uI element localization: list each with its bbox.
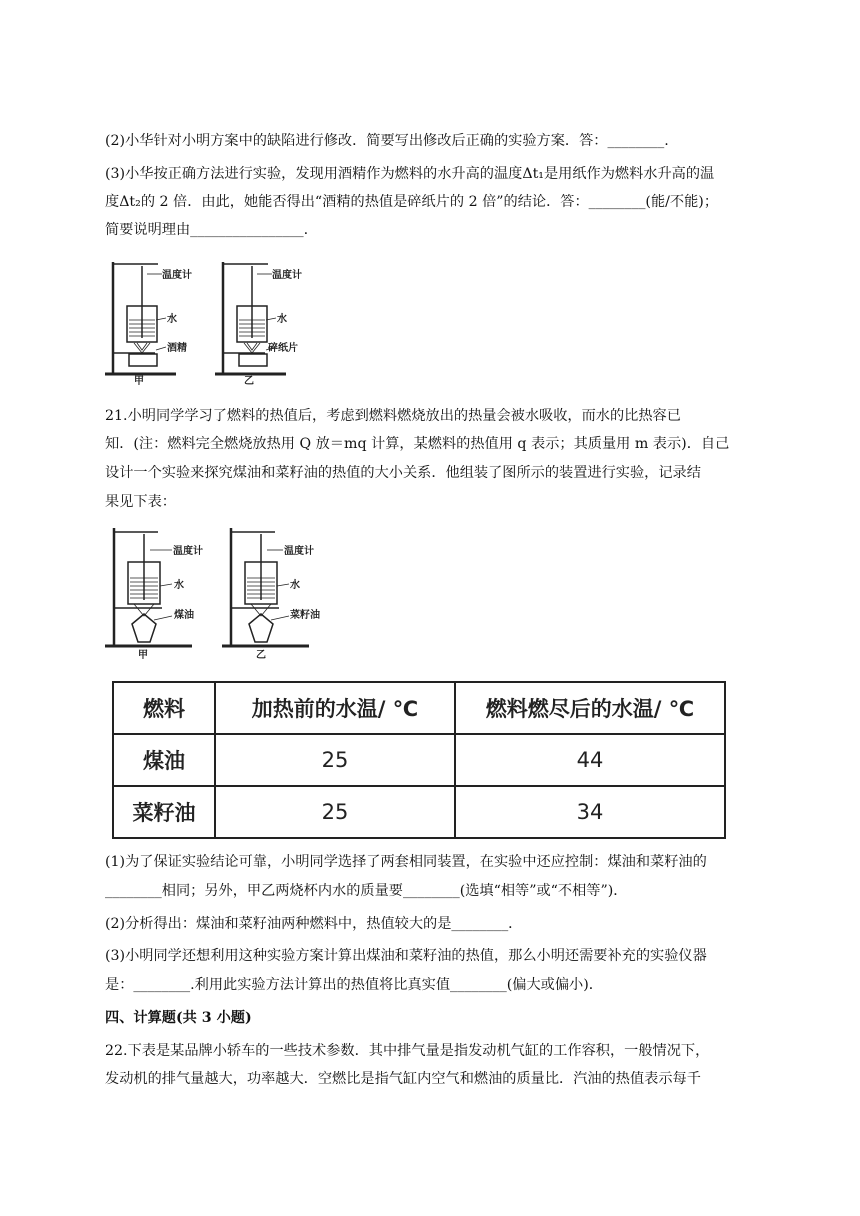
table-cell: 菜籽油: [113, 786, 215, 838]
figure-caption: 甲: [134, 376, 144, 387]
section-heading: 四、计算题(共 3 小题): [105, 1010, 252, 1026]
fuel-label: 煤油: [174, 610, 194, 621]
figure-alcohol-paper: [100, 250, 302, 387]
water-label: 水: [174, 580, 184, 591]
figure-kerosene-rapeseed: [100, 520, 330, 660]
fuel-label: 菜籽油: [290, 610, 320, 621]
fuel-label: 酒精: [167, 343, 187, 354]
q21-line4: 果见下表：: [105, 494, 176, 510]
q21-part1-line1: (1)为了保证实验结论可靠，小明同学选择了两套相同装置，在实验中还应控制：煤油和菜籽油的: [105, 854, 707, 870]
q21-part3-line2: 是：________.利用此实验方法计算出的热值将比真实值________(偏大或偏小)．: [105, 977, 603, 993]
fuel-temperature-table: [112, 681, 726, 839]
thermometer-label: 温度计: [173, 546, 203, 557]
q21-line1: 21.小明同学学习了燃料的热值后，考虑到燃料燃烧放出的热量会被水吸收，而水的比热容已: [105, 408, 681, 424]
q21-part1-line2: ________相同；另外，甲乙两烧杯内水的质量要________(选填“相等”或“不相等”)．: [105, 883, 628, 899]
fuel-label: 碎纸片: [268, 343, 298, 354]
q21-part2: (2)分析得出：煤油和菜籽油两种燃料中，热值较大的是________．: [105, 916, 523, 932]
thermometer-label: 温度计: [272, 270, 302, 281]
table-cell: 25: [215, 734, 455, 786]
table-row: [113, 734, 725, 786]
q21-line2: 知．(注：燃料完全燃烧放热用 Q 放＝mq 计算，某燃料的热值用 q 表示；其质量用 m 表示)．自己: [105, 436, 730, 452]
q20-part3-line3: 简要说明理由________________.: [105, 222, 309, 238]
table-cell: 煤油: [113, 734, 215, 786]
table-cell: 44: [455, 734, 725, 786]
table-header-cell: 加热前的水温/ ℃: [215, 682, 455, 734]
thermometer-label: 温度计: [284, 546, 314, 557]
figure-caption: 乙: [256, 650, 266, 661]
q20-part2: (2)小华针对小明方案中的缺陷进行修改．简要写出修改后正确的实验方案．答：________.: [105, 133, 669, 149]
table-cell: 25: [215, 786, 455, 838]
q20-part3-line2: 度Δt₂的 2 倍．由此，她能否得出“酒精的热值是碎纸片的 2 倍”的结论．答：________(能/不能)；: [105, 194, 719, 210]
q20-part3-line1: (3)小华按正确方法进行实验，发现用酒精作为燃料的水升高的温度Δt₁是用纸作为燃料水升高的温: [105, 166, 715, 182]
q21-line3: 设计一个实验来探究煤油和菜籽油的热值的大小关系．他组装了图所示的装置进行实验，记录结: [105, 465, 701, 481]
table-header-cell: 燃料: [113, 682, 215, 734]
table-row: [113, 786, 725, 838]
table-cell: 34: [455, 786, 725, 838]
thermometer-label: 温度计: [162, 270, 192, 281]
q22-line1: 22.下表是某品牌小轿车的一些技术参数．其中排气量是指发动机气缸的工作容积，一般情况下，: [105, 1043, 710, 1059]
table-header-cell: 燃料燃尽后的水温/ ℃: [455, 682, 725, 734]
q21-part3-line1: (3)小明同学还想利用这种实验方案计算出煤油和菜籽油的热值，那么小明还需要补充的实验仪器: [105, 948, 707, 964]
q22-line2: 发动机的排气量越大，功率越大．空燃比是指气缸内空气和燃油的质量比．汽油的热值表示每千: [105, 1071, 701, 1087]
figure-caption: 乙: [244, 376, 254, 387]
water-label: 水: [290, 580, 300, 591]
figure-caption: 甲: [138, 650, 148, 661]
water-label: 水: [277, 314, 287, 325]
water-label: 水: [167, 314, 177, 325]
table-header-row: [113, 682, 725, 734]
